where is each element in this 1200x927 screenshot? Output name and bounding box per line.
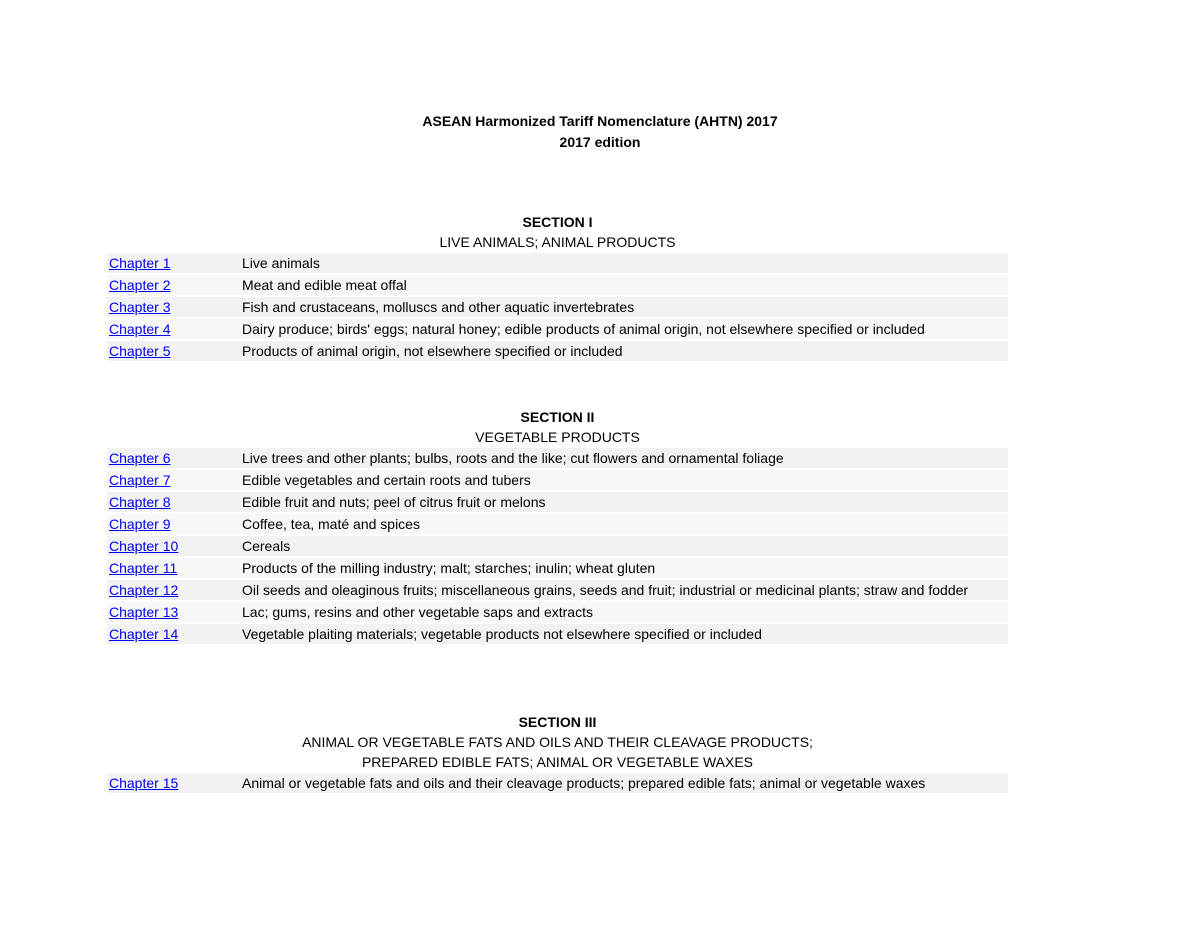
- section-2: [107, 407, 1008, 646]
- chapter-link[interactable]: Chapter 12: [109, 582, 179, 598]
- section-1: [107, 212, 1008, 363]
- chapter-row: [107, 514, 1008, 536]
- chapter-link[interactable]: Chapter 14: [109, 626, 179, 642]
- chapter-description: Lac; gums, resins and other vegetable saps and extracts: [242, 604, 593, 620]
- chapter-row: [107, 773, 1008, 795]
- document-title: ASEAN Harmonized Tariff Nomenclature (AHTN) 2017: [422, 113, 778, 129]
- chapter-link[interactable]: Chapter 8: [109, 494, 171, 510]
- chapter-row: [107, 536, 1008, 558]
- chapter-description: Products of the milling industry; malt; starches; inulin; wheat gluten: [242, 560, 656, 576]
- chapter-description: Coffee, tea, maté and spices: [242, 516, 420, 532]
- document-header: [0, 111, 1200, 153]
- chapter-row: [107, 558, 1008, 580]
- chapter-link[interactable]: Chapter 15: [109, 775, 179, 791]
- chapter-list: [107, 253, 1008, 363]
- chapter-row: [107, 624, 1008, 646]
- chapter-description: Meat and edible meat offal: [242, 277, 407, 293]
- chapter-row: [107, 492, 1008, 514]
- chapter-description: Live animals: [242, 255, 320, 271]
- chapter-row: [107, 297, 1008, 319]
- chapter-list: [107, 448, 1008, 646]
- chapter-description: Oil seeds and oleaginous fruits; miscellaneous grains, seeds and fruit; industrial or medicinal plants; straw and fodder: [242, 582, 969, 598]
- chapter-link[interactable]: Chapter 13: [109, 604, 179, 620]
- chapter-link[interactable]: Chapter 7: [109, 472, 171, 488]
- section-header: [107, 212, 1008, 252]
- chapter-link[interactable]: Chapter 5: [109, 343, 171, 359]
- section-header: [107, 712, 1008, 772]
- document-edition: 2017 edition: [559, 134, 641, 150]
- chapter-description: Cereals: [242, 538, 291, 554]
- chapter-description: Animal or vegetable fats and oils and their cleavage products; prepared edible fats; animal or vegetable waxes: [242, 775, 926, 791]
- chapter-link[interactable]: Chapter 1: [109, 255, 171, 271]
- section-description: ANIMAL OR VEGETABLE FATS AND OILS AND THEIR CLEAVAGE PRODUCTS;: [302, 734, 813, 750]
- chapter-row: [107, 253, 1008, 275]
- section-description: PREPARED EDIBLE FATS; ANIMAL OR VEGETABLE WAXES: [361, 754, 754, 770]
- chapter-link[interactable]: Chapter 9: [109, 516, 171, 532]
- chapter-description: Vegetable plaiting materials; vegetable products not elsewhere specified or included: [242, 626, 762, 642]
- chapter-description: Products of animal origin, not elsewhere specified or included: [242, 343, 623, 359]
- chapter-description: Edible fruit and nuts; peel of citrus fruit or melons: [242, 494, 546, 510]
- chapter-link[interactable]: Chapter 10: [109, 538, 179, 554]
- section-title: SECTION III: [518, 714, 597, 730]
- section-3: [107, 712, 1008, 795]
- section-title: SECTION I: [522, 214, 593, 230]
- chapter-description: Live trees and other plants; bulbs, roots and the like; cut flowers and ornamental foliage: [242, 450, 784, 466]
- chapter-row: [107, 319, 1008, 341]
- chapter-description: Dairy produce; birds' eggs; natural honey; edible products of animal origin, not elsewhere specified or included: [242, 321, 925, 337]
- chapter-row: [107, 341, 1008, 363]
- chapter-link[interactable]: Chapter 3: [109, 299, 171, 315]
- chapter-row: [107, 602, 1008, 624]
- section-header: [107, 407, 1008, 447]
- chapter-row: [107, 470, 1008, 492]
- chapter-description: Fish and crustaceans, molluscs and other aquatic invertebrates: [242, 299, 635, 315]
- chapter-link[interactable]: Chapter 6: [109, 450, 171, 466]
- section-description: LIVE ANIMALS; ANIMAL PRODUCTS: [439, 234, 676, 250]
- chapter-description: Edible vegetables and certain roots and tubers: [242, 472, 531, 488]
- chapter-row: [107, 580, 1008, 602]
- chapter-link[interactable]: Chapter 4: [109, 321, 171, 337]
- chapter-link[interactable]: Chapter 2: [109, 277, 171, 293]
- section-description: VEGETABLE PRODUCTS: [475, 429, 640, 445]
- chapter-row: [107, 448, 1008, 470]
- chapter-link[interactable]: Chapter 11: [109, 560, 178, 576]
- section-title: SECTION II: [520, 409, 595, 425]
- chapter-list: [107, 773, 1008, 795]
- chapter-row: [107, 275, 1008, 297]
